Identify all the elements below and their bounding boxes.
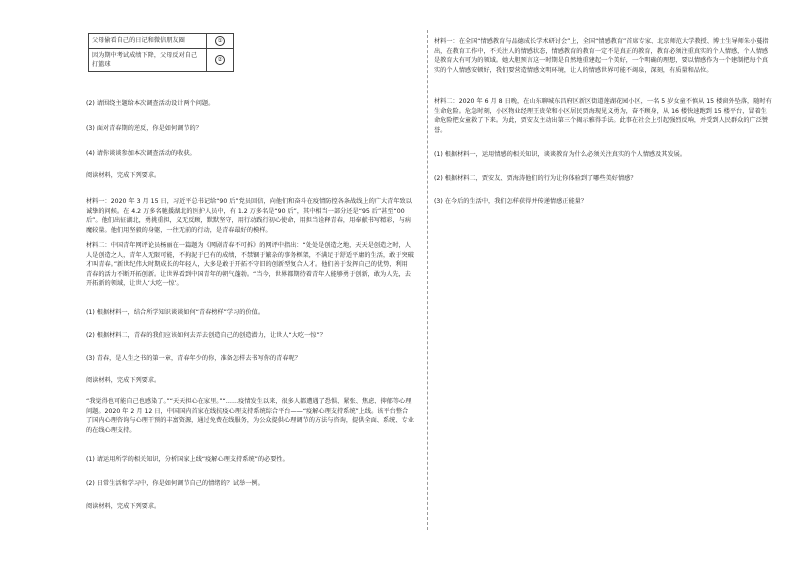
question-text: (3) 青春，是人生之书的第一章，青春年少的你，准备怎样去书写你的青春呢？ (86, 355, 301, 362)
instruction-text: 阅读材料，完成下列要求。 (86, 503, 161, 510)
material-paragraph: 材料一：2020 年 3 月 15 日，习近平总书记给“90 后”党员回信，向他们和奋斗在疫情防控各条战线上的广大青年致以诚挚的问候。在 4.2 万多名驰援湖北的医护人员中，有 1.2 万多名是“90 后”，其中相当一部分还是“95 后”甚至“00 后”。他们出征湖北，勇挑重担，义无反顾，默默坚守，用行动践行初心使命，用担当诠释青春，用奉献书写精彩，与病魔较量。他们用坚毅的身躯，一往无前的行动，是青春最好的模样。 (86, 198, 412, 234)
material-paragraph: 材料一：在全国“情感教育与品德成长学术研讨会”上，全国“情感教育”首席专家、北京师范大学教授、博士生导师朱小蔓指出，在教育工作中，不关注人的情感状态，情感教育的教育一定不是真正的教育，教育必须注重真实的个人情感，个人情感是教育大有可为的领域。她大胆预言这一时期是自然地重建起一个美好，一个明确的理想，要以情感作为一个建制把每个真实的个人情感安顿好，我们要营造情感文明环境，让人的情感世界可能不竭泉，深刻，有质量和品位。 (434, 38, 769, 74)
question-text: (2) 日常生活和学习中，你是如何调节自己的情绪的？试举一例。 (86, 480, 264, 487)
material-paragraph: 材料二：2020 年 6 月 8 日晚，在山东聊城东昌府区新区街道莲湖花园小区，一名 5 岁女童不慎从 15 楼窗外坠落，随时有生命危险。危急时刻，小区物业经理王贵荣和小区居民贾海现见义勇为，奋不顾身，从 16 楼快速跑到 15 楼平台，冒着生命危险把女童救了下来。为此，贾安友主动出第三个揭示雅得手法。此事在社会上引起强烈反响，并受到人民群众的广泛赞誉。 (434, 98, 772, 134)
material-paragraph: 材料二：中国青年网评论员杨丽在一篇题为《网剧青春不可拆》的网评中指出：“处处是创造之地，天天是创造之时，人人是创造之人，青年人无限可能，不拘泥于已有的成绩，不禁锢于繁杂的事务框架，不满足于舒适平庸的生活，敢于突破才叫青春。”新世纪伟大时期成长的年轻人，大多是敢于开拓不守旧的创新型复合人才。他们善于发挥自己的优势，利用青春的活力不断开拓创新。让世界看到中国青年的朝气蓬勃。“当今，世界都期待着青年人能够勇于创新，敢为人先，去开拓新的领域，让世人‘大吃一惊’。 (86, 242, 414, 288)
table-cell-text: 父母偷看自己的日记和微信朋友圈 (89, 34, 207, 49)
instruction-text: 阅读材料，完成下列要求。 (86, 377, 161, 384)
circled-number: ① (215, 36, 225, 46)
conflict-table (88, 33, 234, 72)
question-text: (3) 面对青春期的逆反，你是如何调节的？ (86, 125, 202, 132)
question-text: (4) 请你谈谈参加本次调查活动的收获。 (86, 150, 196, 157)
question-text: (2) 请围绕主题给本次调查活动设计两个问题。 (86, 100, 215, 107)
table-cell-text: 因为期中考试成绩下降，父母反对自己打篮球 (89, 49, 207, 72)
material-paragraph: “我觉得也可能自己也感染了。”“天天担心在家里。”“……疫情发生以来，很多人都遭遇了恐惧、紧张、焦虑、抑郁等心理问题。2020 年 2 月 12 日，中国国内首家在线抗疫心理支持系统综合平台——“疫解心理支持系统”上线。该平台整合了国内心理咨询与心理干预的丰富资源，通过免费在线服务，为公众提供心理调节的方法与咨询，提供全面、系统、专业的在线心理支持。 (86, 398, 414, 434)
question-text: (3) 在今后的生活中，我们怎样获得并传递情感正能量？ (434, 198, 588, 205)
table-row (89, 49, 234, 72)
question-text: (1) 根据材料一，结合所学知识谈谈如何“青春榜样”学习的价值。 (86, 309, 265, 316)
table-row (89, 34, 234, 49)
question-text: (1) 根据材料一，运用情感的相关知识，谈谈教育为什么必须关注真实的个人情感及其发展。 (434, 151, 687, 158)
column-divider (427, 30, 428, 530)
question-text: (2) 根据材料二，青春的我们应该如何去弄去创造自己的创造潜力，让世人“大吃一惊”？ (86, 332, 326, 339)
instruction-text: 阅读材料，完成下列要求。 (86, 172, 161, 179)
question-text: (2) 根据材料二，贾安友、贾海涛他们的行为让你体验到了哪些美好情感？ (434, 175, 637, 182)
question-text: (1) 请运用所学的相关知识，分析国家上线“疫解心理支持系统”的必要性。 (86, 456, 289, 463)
circled-number: ② (215, 55, 225, 65)
